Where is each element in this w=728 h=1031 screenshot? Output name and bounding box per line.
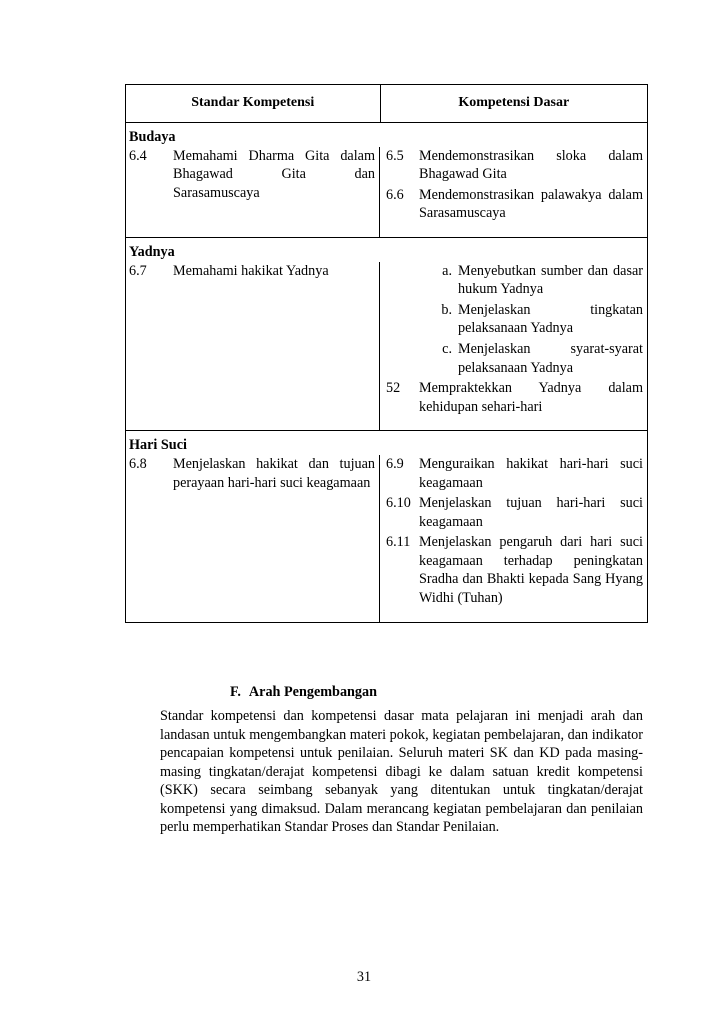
- item-text: Menguraikan hakikat hari-hari suci keagamaan: [419, 455, 643, 491]
- standar-item: [126, 262, 379, 281]
- sub-letter: b.: [441, 301, 452, 318]
- table-header: [126, 85, 647, 123]
- item-number: 6.9: [386, 455, 404, 472]
- standar-column: [126, 262, 380, 431]
- dasar-item: [380, 455, 647, 492]
- section-budaya: [126, 123, 647, 238]
- sub-item: [380, 340, 647, 377]
- item-text: Memahami hakikat Yadnya: [173, 262, 329, 279]
- dasar-column: [380, 455, 647, 622]
- item-number: 6.11: [386, 534, 411, 551]
- sub-text: Menjelaskan syarat-syarat pelaksanaan Yadnya: [458, 340, 643, 376]
- standar-column: [126, 147, 380, 237]
- standar-item: [126, 147, 379, 203]
- section-title: Yadnya: [129, 243, 175, 260]
- sub-text: Menjelaskan tingkatan pelaksanaan Yadnya: [458, 301, 643, 337]
- item-text: Menjelaskan pengaruh dari hari suci keagamaan terhadap peningkatan Sradha dan Bhakti kepada Sang Hyang Widhi (Tuhan): [419, 534, 643, 607]
- item-number: 52: [386, 380, 401, 397]
- section-f-letter: F.: [230, 684, 241, 700]
- section-title: Hari Suci: [129, 437, 187, 454]
- item-number: 6.4: [129, 147, 147, 164]
- sub-letter: a.: [442, 262, 452, 279]
- sub-text: Menyebutkan sumber dan dasar hukum Yadnya: [458, 262, 643, 298]
- dasar-column: [380, 262, 647, 431]
- item-text: Memahami Dharma Gita dalam Bhagawad Gita dan Sarasamuscaya: [173, 147, 375, 201]
- dasar-item: [380, 186, 647, 223]
- dasar-item: [380, 147, 647, 184]
- header-kompetensi-dasar: Kompetensi Dasar: [458, 95, 570, 111]
- section-yadnya: [126, 238, 647, 431]
- item-number: 6.10: [386, 495, 411, 512]
- item-text: Mendemonstrasikan palawakya dalam Sarasamuscaya: [419, 186, 643, 222]
- item-number: 6.5: [386, 147, 404, 164]
- section-f-heading: [230, 683, 377, 702]
- item-text: Mendemonstrasikan sloka dalam Bhagawad Gita: [419, 147, 643, 183]
- item-number: 6.6: [386, 186, 404, 203]
- section-title: Budaya: [129, 129, 176, 145]
- item-number: 6.7: [129, 262, 147, 279]
- dasar-item: [380, 494, 647, 531]
- sub-letter: c.: [442, 340, 452, 357]
- dasar-item: [380, 379, 647, 416]
- item-number: 6.8: [129, 455, 147, 472]
- item-text: Menjelaskan tujuan hari-hari suci keagamaan: [419, 495, 643, 530]
- standar-column: [126, 455, 380, 622]
- dasar-column: [380, 147, 647, 237]
- header-standar-kompetensi: Standar Kompetensi: [126, 85, 381, 122]
- dasar-item: [380, 533, 647, 607]
- item-text: Mempraktekkan Yadnya dalam kehidupan sehari-hari: [419, 380, 643, 415]
- section-f-paragraph: Standar kompetensi dan kompetensi dasar mata pelajaran ini menjadi arah dan landasan untuk mengembangkan materi pokok, kegiatan pembelajaran, dan indikator pencapaian kompetensi untuk penilaian. Seluruh materi SK dan KD pada masing-masing tingkatan/derajat kompetensi dibagi ke dalam satuan kredit kompetensi (SKK) secara seimbang sebanyak yang ditentukan untuk tingkatan/derajat kompetensi yang dimaksud. Dalam merancang kegiatan pembelajaran dan penilaian perlu memperhatikan Standar Proses dan Standar Penilaian.: [160, 708, 643, 835]
- competency-table: [125, 84, 648, 623]
- page-number: 31: [356, 969, 372, 985]
- standar-item: [126, 455, 379, 492]
- section-f-title: Arah Pengembangan: [248, 684, 378, 700]
- item-text: Menjelaskan hakikat dan tujuan perayaan hari-hari suci keagamaan: [173, 455, 375, 491]
- section-hari-suci: [126, 431, 647, 621]
- sub-item: [380, 301, 647, 338]
- sub-item: [380, 262, 647, 299]
